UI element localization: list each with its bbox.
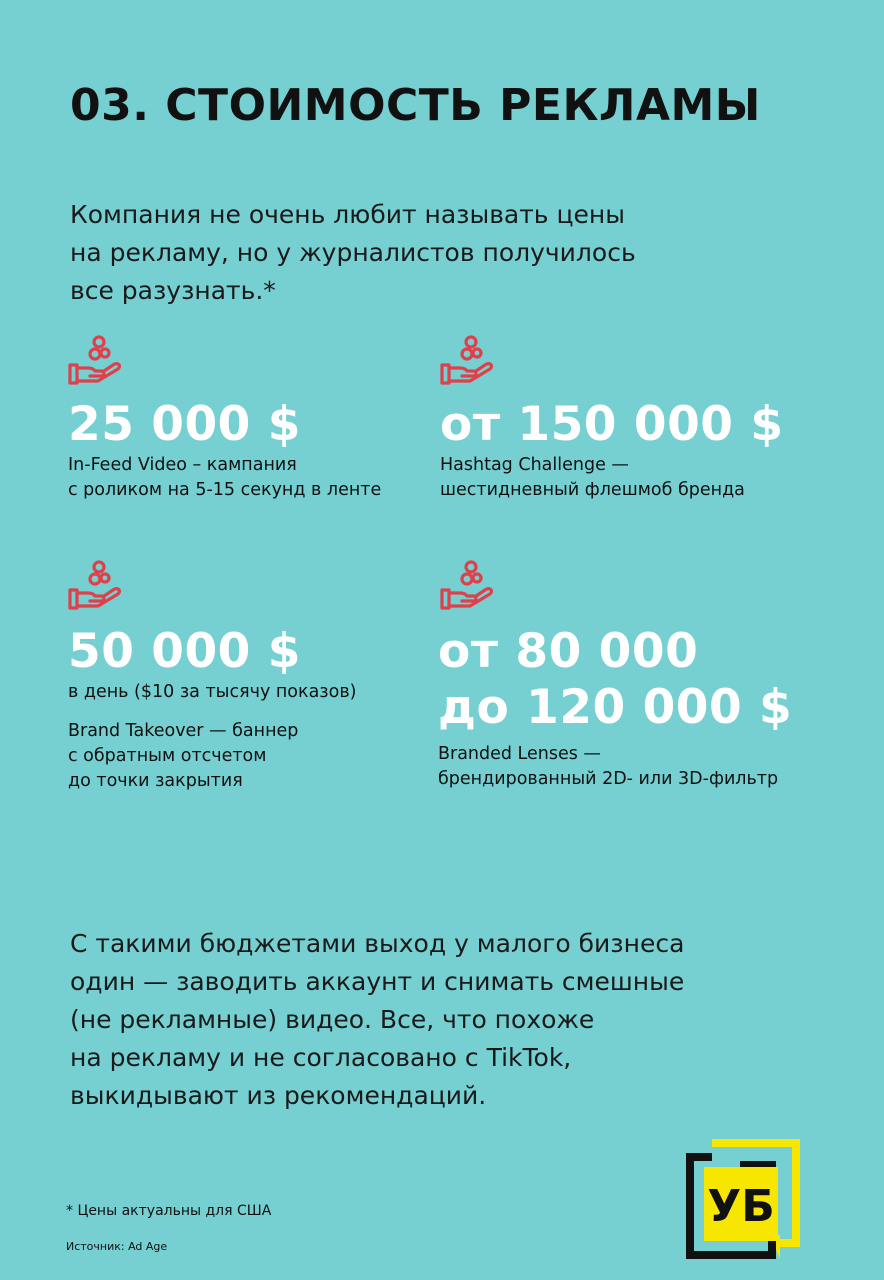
price-description: [68, 453, 381, 503]
conclusion-line: (не рекламные) видео. Все, что похоже: [70, 1005, 595, 1034]
description-line: в день ($10 за тысячу показов): [68, 682, 357, 702]
price-card-hashtag-challenge: [440, 333, 784, 503]
conclusion-line: на рекламу и не согласовано с TikTok,: [70, 1043, 572, 1072]
price-description: [438, 742, 792, 792]
description-line: до точки закрытия: [68, 771, 243, 791]
hand-with-coins-icon: [68, 333, 124, 389]
price-description: [440, 453, 784, 503]
price-card-brand-takeover: [68, 558, 356, 794]
conclusion-line: С такими бюджетами выход у малого бизнеса: [70, 929, 685, 958]
hand-with-coins-icon: [440, 333, 496, 389]
price-value: 50 000 $: [68, 624, 301, 679]
price-note: [68, 680, 356, 705]
price-value: от 150 000 $: [440, 397, 784, 452]
ub-logo: [682, 1135, 804, 1265]
intro-line: все разузнать.*: [70, 276, 276, 305]
price-card-branded-lenses: [438, 558, 792, 792]
price-value-to: до 120 000 $: [438, 680, 793, 735]
description-line: с роликом на 5-15 секунд в ленте: [68, 480, 382, 500]
description-line: In-Feed Video – кампания: [68, 455, 297, 475]
hand-with-coins-icon: [68, 558, 124, 614]
intro-line: Компания не очень любит называть цены: [70, 200, 625, 229]
description-line: с обратным отсчетом: [68, 746, 267, 766]
source-note: Источник: Ad Age: [66, 1240, 168, 1253]
description-line: Branded Lenses —: [438, 744, 601, 764]
price-card-in-feed-video: [68, 333, 381, 503]
price-value: 25 000 $: [68, 397, 301, 452]
intro-text: [70, 196, 750, 310]
footnote: * Цены актуальны для США: [66, 1203, 272, 1219]
conclusion-line: выкидывают из рекомендаций.: [70, 1081, 487, 1110]
description-line: Hashtag Challenge —: [440, 455, 629, 475]
hand-with-coins-icon: [440, 558, 496, 614]
description-line: брендированный 2D- или 3D-фильтр: [438, 769, 779, 789]
description-line: Brand Takeover — баннер: [68, 721, 299, 741]
page-title: 03. СТОИМОСТЬ РЕКЛАМЫ: [70, 80, 761, 131]
intro-line: на рекламу, но у журналистов получилось: [70, 238, 636, 267]
conclusion-text: [70, 925, 790, 1115]
description-line: шестидневный флешмоб бренда: [440, 480, 745, 500]
price-description: [68, 719, 356, 794]
logo-text: УБ: [707, 1181, 775, 1232]
price-value-from: от 80 000: [438, 624, 699, 679]
conclusion-line: один — заводить аккаунт и снимать смешные: [70, 967, 685, 996]
